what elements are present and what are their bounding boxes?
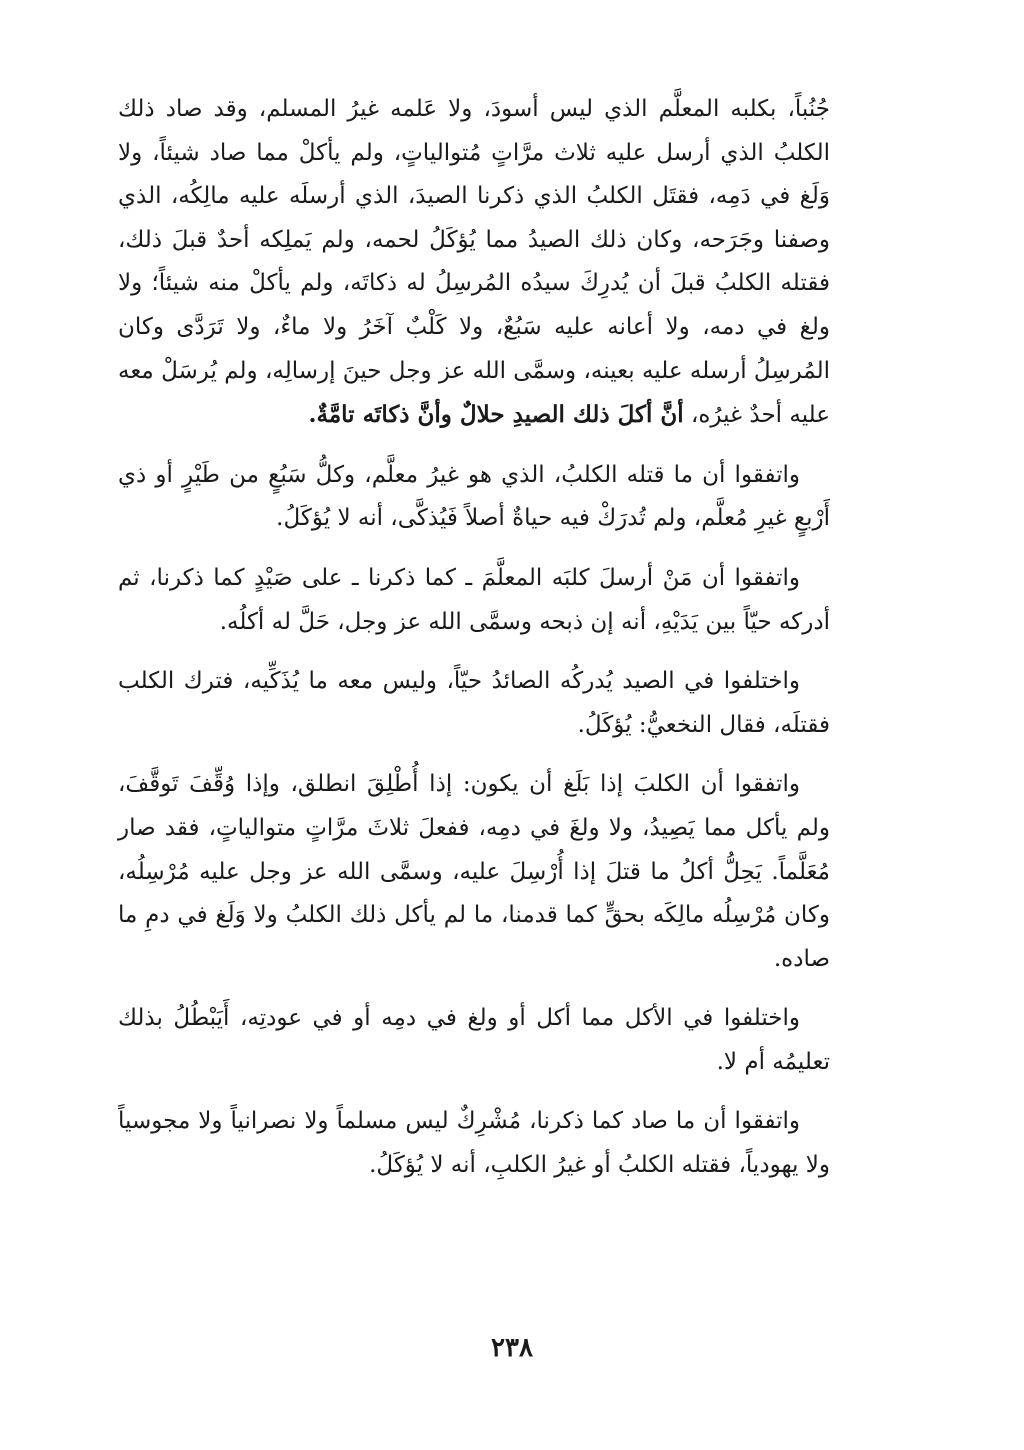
paragraph-4: واختلفوا في الصيد يُدركُه الصائدُ حيّاً، وليس معه ما يُذَكِّيه، فترك الكلب فقتلَه، فقال النخعيُّ: يُؤكَلُ. [118,668,830,738]
paragraph-6: واختلفوا في الأكل مما أكل أو ولغ في دمِه أو في عودتِه، أَيَبْطُلُ بذلك تعليمُه أم لا. [118,1005,830,1075]
paragraph-3: واتفقوا أن مَنْ أرسلَ كلبَه المعلَّمَ ـ كما ذكرنا ـ على صَيْدٍ كما ذكرنا، ثم أدركه حيّاً بين يَدَيْهِ، أنه إن ذبحه وسمَّى الله عز وجل، حَلَّ له أكلُه. [118,564,830,635]
paragraph-2: واتفقوا أن ما قتله الكلبُ، الذي هو غيرُ معلَّم، وكلُّ سَبُعٍ من طَيْرٍ أو ذي أَرْبعٍ غيرِ مُعلَّم، ولم تُدرَكْ فيه حياةٌ أصلاً فَيُذكَّى، أنه لا يُؤكَلُ. [118,461,830,532]
page-number: ٢٣٨ [491,1333,533,1363]
page-body [118,88,830,1204]
paragraph-5: واتفقوا أن الكلبَ إذا بَلَغ أن يكون: إذا أُطْلِقَ انطلق، وإذا وُقِّفَ تَوقَّفَ، ولم يأكل مما يَصِيدُ، ولا ولغَ في دمِه، ففعلَ ثلاثَ مرَّاتٍ متوالياتٍ، فقد صار مُعَلَّماً. يَحِلُّ أكلُ ما قتلَ إذا أُرْسِلَ عليه، وسمَّى الله عز وجل عليه مُرْسِلُه، وكان مُرْسِلُه مالِكَه بحقٍّ كما قدمنا، ما لم يأكل ذلك الكلبُ ولا وَلَغ في دمِ ما صاده. [118,771,830,972]
paragraph-1 [118,88,830,438]
paragraph-7: واتفقوا أن ما صاد كما ذكرنا، مُشْرِكٌ ليس مسلماً ولا نصرانياً ولا مجوسياً ولا يهودياً، فقتله الكلبُ أو غيرُ الكلبِ، أنه لا يُؤكَلُ. [118,1108,830,1179]
paragraph-1-bold-ruling: أنَّ أكلَ ذلك الصيدِ حلالٌ وأنَّ ذكاتَه تامَّةٌ. [308,401,684,429]
paragraph-1-text: جُنُباً، بكلبه المعلَّم الذي ليس أسودَ، ولا عَلمه غيرُ المسلم، وقد صاد ذلك الكلبُ الذي أرسل عليه ثلاث مرَّاتٍ مُتوالياتٍ، ولم يأكلْ مما صاد شيئاً، ولا وَلَغ في دَمِه، فقتَل الكلبُ الذي ذكرنا الصيدَ، الذي أرسلَه عليه مالِكُه، الذي وصفنا وجَرَحه، وكان ذلك الصيدُ مما يُؤكَلُ لحمه، ولم يَملِكه أحدٌ قبلَ ذلك، فقتله الكلبُ قبلَ أن يُدرِكَ سيدُه المُرسِلُ له ذكاتَه، ولم يأكلْ منه شيئاً؛ ولا ولغ في دمه، ولا أعانه عليه سَبُعٌ، ولا كَلْبٌ آخَرُ ولا ماءٌ، ولا تَرَدَّى وكان المُرسِلُ أرسله عليه بعينه، وسمَّى الله عز وجل حينَ إرسالِه، ولم يُرسَلْ معه عليه أحدٌ غيرُه، [118,96,830,429]
